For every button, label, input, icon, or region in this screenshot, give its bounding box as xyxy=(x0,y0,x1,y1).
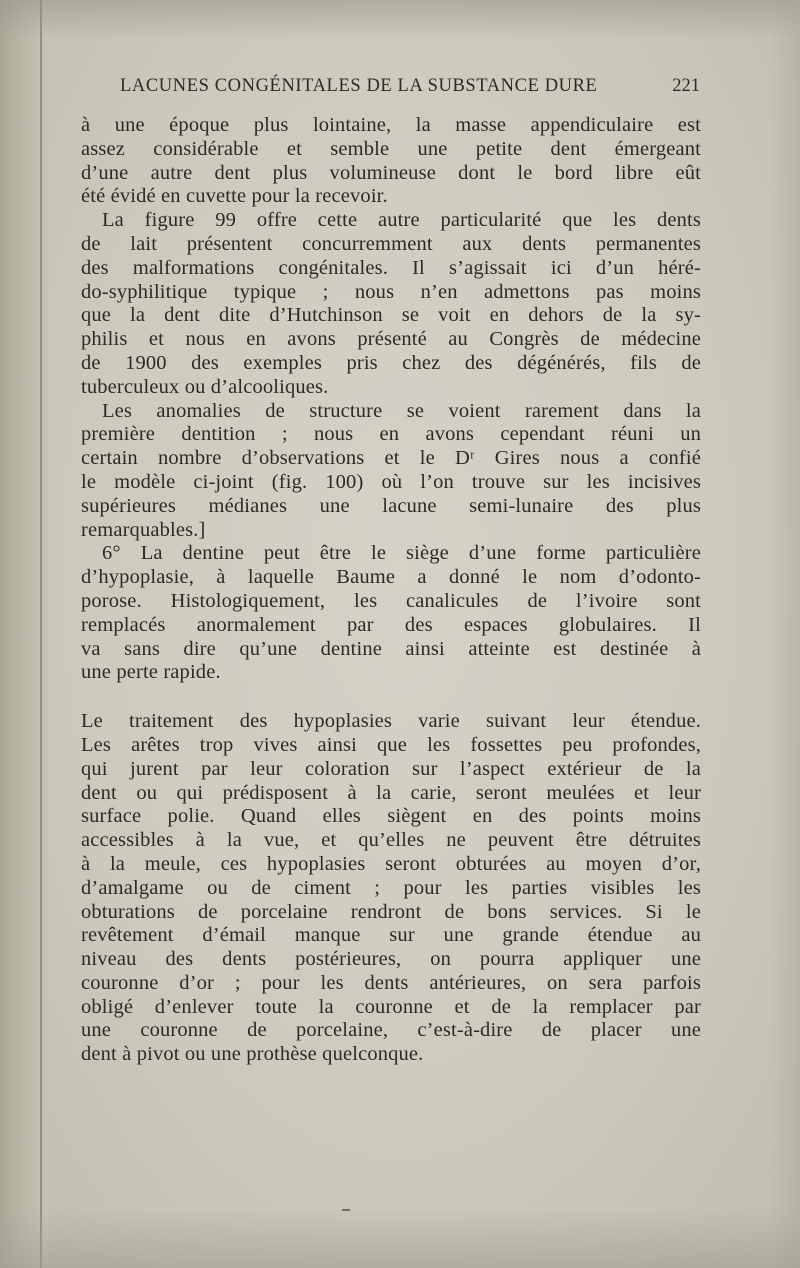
running-title: LACUNES CONGÉNITALES DE LA SUBSTANCE DURE xyxy=(120,76,598,96)
text-line: tuberculeux ou d’alcooliques. xyxy=(81,375,329,398)
text-line: do-syphilitique typique ; nous n’en admettons pas moins xyxy=(81,280,701,303)
text-line: à une époque plus lointaine, la masse appendiculaire est xyxy=(81,114,701,136)
text-line: Les anomalies de structure se voient rarement dans la xyxy=(102,399,701,422)
text-line: de 1900 des exemples pris chez des dégénérés, fils de xyxy=(81,351,701,374)
text-line: remarquables.] xyxy=(81,518,206,541)
top-edge-shadow xyxy=(0,0,800,40)
text-line: d’amalgame ou de ciment ; pour les parties visibles les xyxy=(81,876,701,899)
text-line: revêtement d’émail manque sur une grande étendue au xyxy=(81,924,701,947)
printer-mark xyxy=(342,1209,350,1211)
text-line: première dentition ; nous en avons cependant réuni un xyxy=(81,423,701,446)
body-text xyxy=(81,114,701,1067)
text-line: Les arêtes trop vives ainsi que les fossettes peu profondes, xyxy=(81,733,701,756)
text-line: couronne d’or ; pour les dents antérieures, on sera parfois xyxy=(81,971,701,994)
text-line: supérieures médianes une lacune semi-lunaire des plus xyxy=(81,494,701,517)
page-number: 221 xyxy=(672,76,700,96)
text-line: le modèle ci-joint (fig. 100) où l’on trouve sur les incisives xyxy=(81,470,701,493)
text-line: philis et nous en avons présenté au Congrès de médecine xyxy=(81,328,701,351)
text-line: des malformations congénitales. Il s’agissait ici d’un héré- xyxy=(81,256,701,279)
text-line: assez considérable et semble une petite dent émergeant xyxy=(81,137,701,160)
text-line: d’une autre dent plus volumineuse dont le bord libre eût xyxy=(81,161,701,184)
text-line: une perte rapide. xyxy=(81,661,221,684)
text-line: niveau des dents postérieures, on pourra appliquer une xyxy=(81,948,701,971)
right-edge-shadow xyxy=(770,0,800,1268)
text-line: que la dent dite d’Hutchinson se voit en dehors de la sy- xyxy=(81,304,701,327)
text-line: obturations de porcelaine rendront de bons services. Si le xyxy=(81,900,701,923)
bottom-edge-shadow xyxy=(0,1208,800,1268)
text-line: de lait présentent concurremment aux dents permanentes xyxy=(81,232,701,255)
text-line: surface polie. Quand elles siègent en des points moins xyxy=(81,805,701,828)
text-line: qui jurent par leur coloration sur l’aspect extérieur de la xyxy=(81,757,701,780)
text-line: d’hypoplasie, à laquelle Baume a donné le nom d’odonto- xyxy=(81,566,701,589)
text-line: va sans dire qu’une dentine ainsi atteinte est destinée à xyxy=(81,637,701,660)
binding-edge xyxy=(40,0,42,1268)
text-line: Le traitement des hypoplasies varie suivant leur étendue. xyxy=(81,710,701,733)
text-line: dent ou qui prédisposent à la carie, seront meulées et leur xyxy=(81,781,701,804)
text-line: accessibles à la vue, et qu’elles ne peuvent être détruites xyxy=(81,829,701,852)
text-line: La figure 99 offre cette autre particularité que les dents xyxy=(102,209,701,232)
text-line: 6° La dentine peut être le siège d’une forme particulière xyxy=(102,542,701,565)
text-line: à la meule, ces hypoplasies seront obturées au moyen d’or, xyxy=(81,852,701,875)
text-line: remplacés anormalement par des espaces globulaires. Il xyxy=(81,613,701,636)
text-line: porose. Histologiquement, les canalicules de l’ivoire sont xyxy=(81,589,701,612)
paragraph-spacer xyxy=(81,685,701,710)
text-line: dent à pivot ou une prothèse quelconque. xyxy=(81,1043,424,1066)
text-line: obligé d’enlever toute la couronne et de la remplacer par xyxy=(81,995,701,1018)
text-line: certain nombre d’observations et le Dʳ Gires nous a confié xyxy=(81,447,701,470)
running-header xyxy=(120,76,700,100)
text-line: une couronne de porcelaine, c’est-à-dire de placer une xyxy=(81,1019,701,1042)
text-line: été évidé en cuvette pour la recevoir. xyxy=(81,185,388,208)
